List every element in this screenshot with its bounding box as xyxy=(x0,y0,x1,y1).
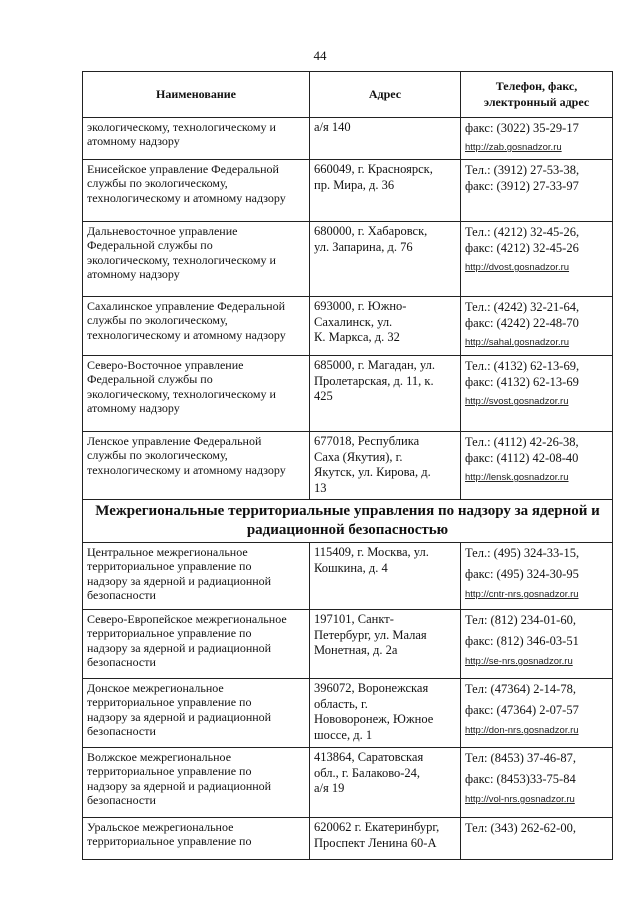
contact-cell xyxy=(461,356,613,432)
table-row xyxy=(83,297,613,356)
table-row xyxy=(83,610,613,679)
contact-cell xyxy=(461,160,613,222)
phone-line: Тел.: (4112) 42-26-38, xyxy=(465,435,579,449)
table-header-row xyxy=(83,72,613,118)
agency-name-line: экологическому, технологическому и xyxy=(87,386,276,401)
agency-name-line: Дальневосточное управление xyxy=(87,224,238,238)
agency-name-cell xyxy=(83,679,310,748)
phone-line: факс: (4212) 32-45-26 xyxy=(465,241,579,255)
address-cell xyxy=(310,818,461,860)
agency-name-line: надзору за ядерной и радиационной xyxy=(87,640,272,655)
agency-name-cell xyxy=(83,748,310,818)
address-cell xyxy=(310,748,461,818)
agency-name-line: безопасности xyxy=(87,655,156,670)
address-line: 425 xyxy=(314,389,333,403)
header-address: Адрес xyxy=(310,72,461,118)
table-row xyxy=(83,356,613,432)
agency-name-line: Донское межрегиональное xyxy=(87,681,224,695)
address-line: К. Маркса, д. 32 xyxy=(314,330,400,344)
address-line: а/я 19 xyxy=(314,781,345,795)
address-cell xyxy=(310,118,461,160)
address-line: 685000, г. Магадан, ул. xyxy=(314,358,435,372)
table-row xyxy=(83,748,613,818)
agency-name-cell xyxy=(83,222,310,297)
table-row xyxy=(83,679,613,748)
address-line: шоссе, д. 1 xyxy=(314,727,373,742)
agency-name-line: Федеральной службы по xyxy=(87,238,213,253)
phone-line: Тел: (47364) 2-14-78, xyxy=(465,682,576,696)
table-body-interregional xyxy=(83,543,613,860)
address-line: 413864, Саратовская xyxy=(314,750,424,764)
table-row xyxy=(83,432,613,500)
agency-name-line: безопасности xyxy=(87,588,156,603)
phone-line: факс: (3912) 27-33-97 xyxy=(465,179,579,193)
agency-name-line: безопасности xyxy=(87,793,156,808)
agency-name-line: службы по экологическому, xyxy=(87,176,228,191)
agencies-table xyxy=(82,71,613,860)
section-title-line: Межрегиональные территориальные управления по надзору за ядерной и xyxy=(95,503,600,519)
agency-name-line: службы по экологическому, xyxy=(87,448,228,463)
table-section xyxy=(83,500,613,543)
agency-name-cell xyxy=(83,543,310,610)
agency-name-line: технологическому и атомному надзору xyxy=(87,462,286,477)
address-line: 693000, г. Южно- xyxy=(314,299,407,313)
address-line: Пролетарская, д. 11, к. xyxy=(314,373,434,388)
address-cell xyxy=(310,679,461,748)
address-line: Сахалинск, ул. xyxy=(314,314,393,329)
contact-cell xyxy=(461,222,613,297)
address-line: область, г. xyxy=(314,696,368,711)
agency-name-line: Волжское межрегиональное xyxy=(87,750,232,764)
agency-name-line: территориальное управление по xyxy=(87,834,252,849)
agency-name-line: надзору за ядерной и радиационной xyxy=(87,778,272,793)
address-line: 660049, г. Красноярск, xyxy=(314,162,433,176)
agency-name-line: экологическому, технологическому и xyxy=(87,120,276,134)
contact-cell xyxy=(461,748,613,818)
agency-name-cell xyxy=(83,818,310,860)
address-line: 620062 г. Екатеринбург, xyxy=(314,820,440,834)
phone-line: факс: (4242) 22-48-70 xyxy=(465,316,579,330)
contact-cell xyxy=(461,297,613,356)
phone-line: факс: (4132) 62-13-69 xyxy=(465,375,579,389)
header-name: Наименование xyxy=(83,72,310,118)
agency-name-line: Уральское межрегиональное xyxy=(87,820,234,834)
contact-cell xyxy=(461,118,613,160)
table-row xyxy=(83,118,613,160)
contact-cell xyxy=(461,610,613,679)
email-link[interactable]: http://zab.gosnadzor.ru xyxy=(465,142,562,153)
contact-cell xyxy=(461,818,613,860)
table-row xyxy=(83,160,613,222)
agency-name-line: Северо-Восточное управление xyxy=(87,358,244,372)
agency-name-line: территориальное управление по xyxy=(87,559,252,574)
address-cell xyxy=(310,297,461,356)
agency-name-line: Северо-Европейское межрегиональное xyxy=(87,612,287,626)
phone-line: факс: (47364) 2-07-57 xyxy=(465,703,579,717)
address-line: обл., г. Балаково-24, xyxy=(314,765,421,780)
agency-name-line: технологическому и атомному надзору xyxy=(87,190,286,205)
phone-line: Тел: (8453) 37-46-87, xyxy=(465,751,576,765)
table-body-regional xyxy=(83,118,613,500)
address-line: 197101, Санкт- xyxy=(314,612,394,626)
header-contact-line: Телефон, факс, xyxy=(495,79,578,93)
address-cell xyxy=(310,356,461,432)
section-row xyxy=(83,500,613,543)
contact-cell xyxy=(461,543,613,610)
agency-name-line: атомному надзору xyxy=(87,401,180,416)
address-line: Петербург, ул. Малая xyxy=(314,627,427,642)
agency-name-line: атомному надзору xyxy=(87,134,180,149)
phone-line: Тел: (343) 262-62-00, xyxy=(465,821,576,835)
agency-name-line: территориальное управление по xyxy=(87,695,252,710)
address-line: пр. Мира, д. 36 xyxy=(314,177,395,192)
table-row xyxy=(83,222,613,297)
address-cell xyxy=(310,543,461,610)
address-line: Проспект Ленина 60-А xyxy=(314,835,437,850)
email-link[interactable]: http://cntr-nrs.gosnadzor.ru xyxy=(465,589,579,600)
agency-name-line: надзору за ядерной и радиационной xyxy=(87,573,272,588)
address-cell xyxy=(310,432,461,500)
phone-line: Тел.: (4132) 62-13-69, xyxy=(465,359,580,373)
agency-name-line: надзору за ядерной и радиационной xyxy=(87,709,272,724)
phone-line: Тел.: (4242) 32-21-64, xyxy=(465,300,580,314)
email-link[interactable]: http://lensk.gosnadzor.ru xyxy=(465,472,569,483)
address-line: Нововоронеж, Южное xyxy=(314,712,434,726)
address-line: Кошкина, д. 4 xyxy=(314,560,388,575)
address-line: а/я 140 xyxy=(314,120,351,134)
address-line: Саха (Якутия), г. xyxy=(314,449,403,464)
agency-name-line: атомному надзору xyxy=(87,267,180,282)
phone-line: факс: (495) 324-30-95 xyxy=(465,567,579,581)
email-link[interactable]: http://svost.gosnadzor.ru xyxy=(465,396,569,407)
agency-name-line: безопасности xyxy=(87,724,156,739)
agency-name-cell xyxy=(83,297,310,356)
agency-name-line: территориальное управление по xyxy=(87,626,252,641)
address-cell xyxy=(310,610,461,679)
contact-cell xyxy=(461,679,613,748)
agency-name-line: Енисейское управление Федеральной xyxy=(87,162,279,176)
phone-line: факс: (8453)33-75-84 xyxy=(465,772,576,786)
header-contact xyxy=(461,72,613,118)
contact-cell xyxy=(461,432,613,500)
agency-name-line: Сахалинское управление Федеральной xyxy=(87,299,286,313)
email-link[interactable]: http://vol-nrs.gosnadzor.ru xyxy=(465,794,575,805)
agency-name-line: экологическому, технологическому и xyxy=(87,252,276,267)
agency-name-cell xyxy=(83,610,310,679)
address-line: 396072, Воронежская xyxy=(314,681,429,695)
address-line: 115409, г. Москва, ул. xyxy=(314,545,429,559)
agency-name-line: Центральное межрегиональное xyxy=(87,545,248,559)
address-line: Монетная, д. 2а xyxy=(314,643,398,657)
page-number: 44 xyxy=(313,48,327,63)
agency-name-line: Федеральной службы по xyxy=(87,372,213,387)
table-row xyxy=(83,818,613,860)
agency-name-line: службы по экологическому, xyxy=(87,313,228,328)
agency-name-cell xyxy=(83,118,310,160)
table-row xyxy=(83,543,613,610)
address-line: 677018, Республика xyxy=(314,434,420,448)
email-link[interactable]: http://se-nrs.gosnadzor.ru xyxy=(465,656,573,667)
phone-line: факс: (4112) 42-08-40 xyxy=(465,451,579,465)
phone-line: Тел.: (4212) 32-45-26, xyxy=(465,225,580,239)
email-link[interactable]: http://sahal.gosnadzor.ru xyxy=(465,337,570,348)
section-title xyxy=(83,500,613,543)
email-link[interactable]: http://don-nrs.gosnadzor.ru xyxy=(465,725,579,736)
agency-name-cell xyxy=(83,160,310,222)
address-cell xyxy=(310,160,461,222)
section-title-line: радиационной безопасностью xyxy=(246,522,449,538)
agency-name-line: технологическому и атомному надзору xyxy=(87,327,286,342)
phone-line: Тел.: (3912) 27-53-38, xyxy=(465,163,580,177)
address-line: Якутск, ул. Кирова, д. xyxy=(314,465,431,479)
phone-line: Тел.: (495) 324-33-15, xyxy=(465,546,580,560)
address-cell xyxy=(310,222,461,297)
agency-name-cell xyxy=(83,356,310,432)
email-link[interactable]: http://dvost.gosnadzor.ru xyxy=(465,262,570,273)
phone-line: факс: (812) 346-03-51 xyxy=(465,634,579,648)
agency-name-cell xyxy=(83,432,310,500)
phone-line: Тел: (812) 234-01-60, xyxy=(465,613,576,627)
address-line: 680000, г. Хабаровск, xyxy=(314,224,428,238)
address-line: 13 xyxy=(314,480,327,495)
address-line: ул. Запарина, д. 76 xyxy=(314,239,413,254)
agency-name-line: территориальное управление по xyxy=(87,764,252,779)
agency-name-line: Ленское управление Федеральной xyxy=(87,434,262,448)
header-contact-line: электронный адрес xyxy=(483,95,590,109)
phone-line: факс: (3022) 35-29-17 xyxy=(465,121,579,135)
